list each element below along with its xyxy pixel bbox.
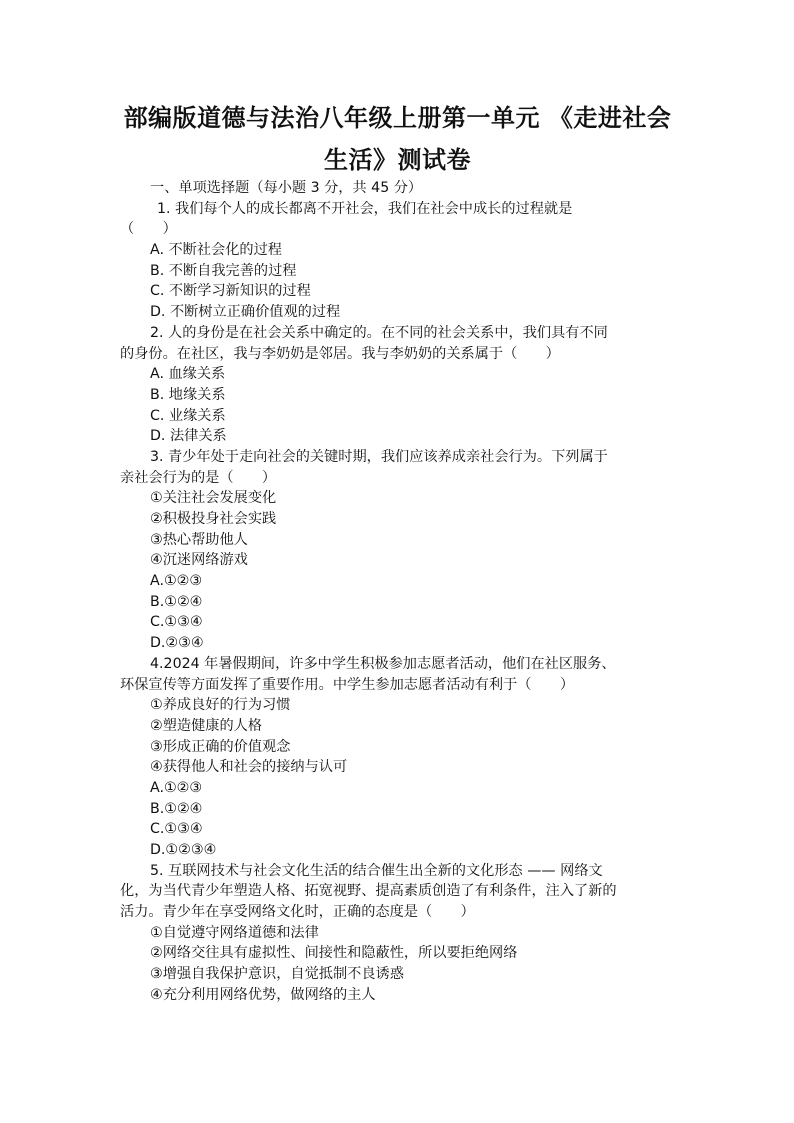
- question-4-statement-2: ②塑造健康的人格: [150, 717, 263, 734]
- question-5-statement-2: ②网络交往具有虚拟性、间接性和隐蔽性，所以要拒绝网络: [150, 945, 518, 962]
- section-heading: 一、单项选择题（每小题 3 分，共 45 分）: [150, 180, 423, 196]
- question-1-option-a: A. 不断社会化的过程: [150, 242, 282, 259]
- question-1-stem-cont: （ ）: [120, 221, 177, 238]
- question-3-option-b: B.①②④: [150, 593, 203, 610]
- document-title-line-2: 生活》测试卷: [324, 146, 471, 174]
- question-2-stem: 2. 人的身份是在社会关系中确定的。在不同的社会关系中，我们具有不同: [150, 324, 608, 341]
- question-5-statement-3: ③增强自我保护意识，自觉抵制不良诱惑: [150, 966, 404, 983]
- question-3-statement-2: ②积极投身社会实践: [150, 511, 277, 527]
- question-1-stem: 1. 我们每个人的成长都离不开社会，我们在社会中成长的过程就是: [157, 200, 573, 217]
- question-2-option-d: D. 法律关系: [150, 428, 227, 445]
- question-4-statement-1: ①养成良好的行为习惯: [150, 697, 291, 714]
- question-2-stem-cont: 的身份。在社区，我与李奶奶是邻居。我与李奶奶的关系属于（ ）: [120, 345, 560, 362]
- question-4-option-b: B.①②④: [150, 800, 203, 817]
- question-3-option-c: C.①③④: [150, 614, 203, 631]
- question-4-statement-3: ③形成正确的价值观念: [150, 738, 291, 755]
- question-5-stem-cont-2: 活力。青少年在享受网络文化时，正确的态度是（ ）: [120, 904, 475, 921]
- question-3-option-d: D.②③④: [150, 635, 204, 652]
- question-4-stem: 4.2024 年暑假期间，许多中学生积极参加志愿者活动，他们在社区服务、: [150, 655, 616, 672]
- question-3-stem: 3. 青少年处于走向社会的关键时期，我们应该养成亲社会行为。下列属于: [150, 448, 608, 465]
- question-1-option-d: D. 不断树立正确价值观的过程: [150, 304, 341, 321]
- document-title-line-1: 部编版道德与法治八年级上册第一单元 《走进社会: [123, 104, 672, 132]
- question-2-option-b: B. 地缘关系: [150, 386, 226, 403]
- question-3-statement-1: ①关注社会发展变化: [150, 490, 277, 507]
- question-1-option-b: B. 不断自我完善的过程: [150, 262, 297, 279]
- question-2-option-c: C. 业缘关系: [150, 407, 226, 424]
- document-body: [120, 178, 675, 1006]
- question-4-option-a: A.①②③: [150, 779, 203, 796]
- question-3-option-a: A.①②③: [150, 573, 203, 590]
- question-4-option-d: D.①②③④: [150, 842, 217, 858]
- question-5-stem-cont-1: 化，为当代青少年塑造人格、拓宽视野、提高素质创造了有利条件，注入了新的: [120, 883, 617, 900]
- question-3-stem-cont: 亲社会行为的是（ ）: [120, 469, 277, 486]
- question-5-stem: 5. 互联网技术与社会文化生活的结合催生出全新的文化形态 —— 网络文: [150, 862, 603, 879]
- question-3-statement-4: ④沉迷网络游戏: [150, 552, 248, 569]
- question-4-stem-cont: 环保宣传等方面发挥了重要作用。中学生参加志愿者活动有利于（ ）: [120, 676, 575, 693]
- question-2-option-a: A. 血缘关系: [150, 366, 226, 383]
- question-4-statement-4: ④获得他人和社会的接纳与认可: [150, 759, 348, 776]
- question-3-statement-3: ③热心帮助他人: [150, 531, 248, 548]
- question-5-statement-1: ①自觉遵守网络道德和法律: [150, 924, 319, 941]
- question-4-option-c: C.①③④: [150, 821, 203, 838]
- question-5-statement-4: ④充分利用网络优势，做网络的主人: [150, 986, 376, 1003]
- question-1-option-c: C. 不断学习新知识的过程: [150, 283, 311, 300]
